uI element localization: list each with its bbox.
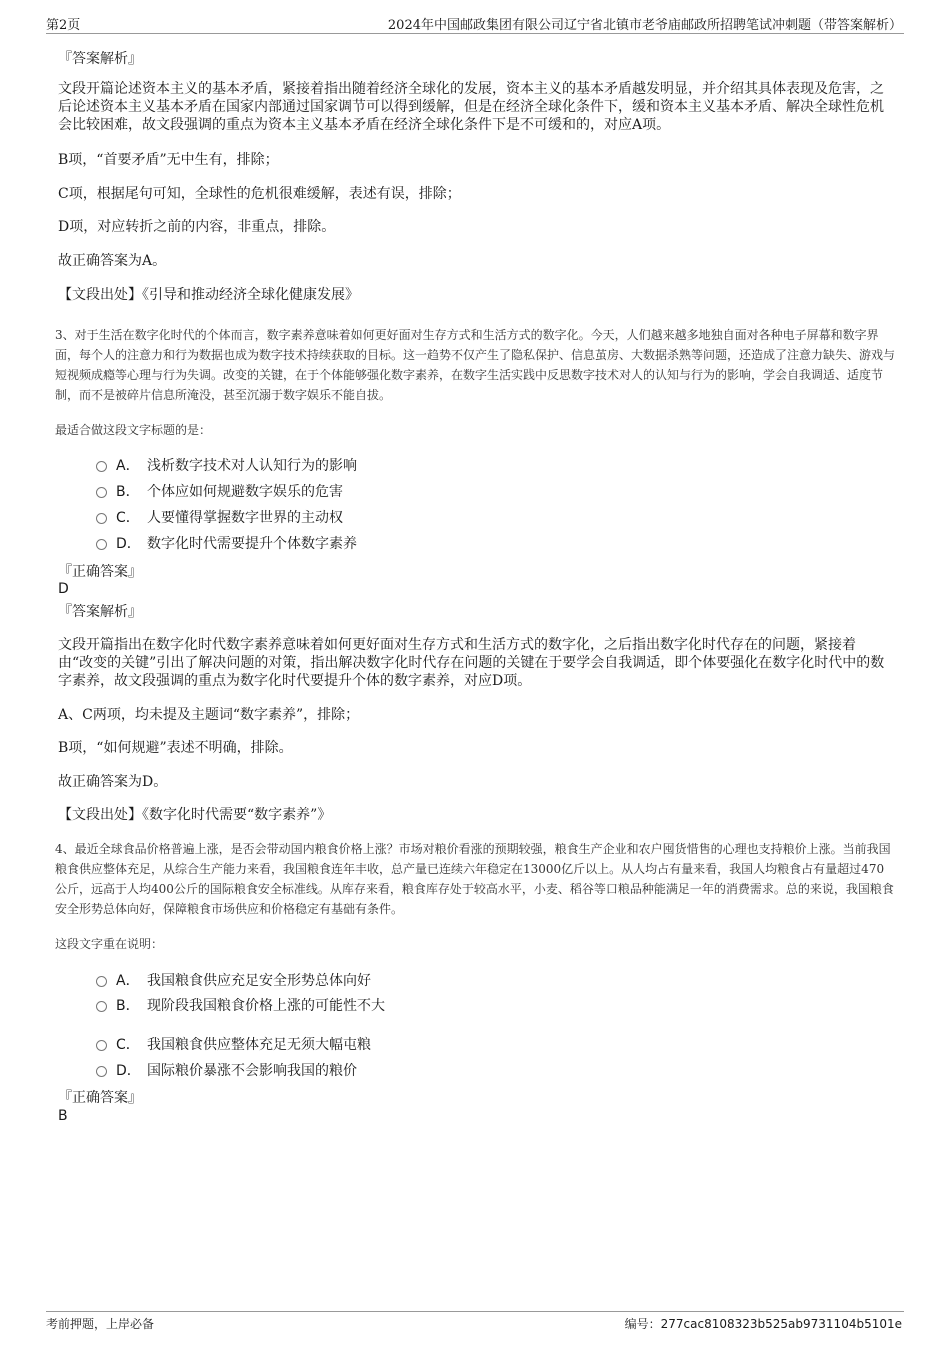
option-letter: D．	[116, 536, 141, 552]
question-4-option-b[interactable]	[96, 995, 385, 1015]
correct-answer-label: 『正确答案』	[58, 564, 142, 580]
page-number: 第2页	[46, 18, 81, 33]
analysis-option-c: C项，根据尾句可知，全球性的危机很难缓解，表述有误，排除；	[58, 186, 461, 202]
option-text: 我国粮食供应充足安全形势总体向好	[147, 973, 371, 989]
option-letter: B．	[116, 998, 140, 1014]
option-text: 国际粮价暴涨不会影响我国的粮价	[147, 1063, 357, 1079]
radio-icon[interactable]	[96, 1040, 107, 1051]
analysis-option-b: B项，“首要矛盾”无中生有，排除；	[58, 152, 279, 168]
analysis-conclusion: 故正确答案为A。	[58, 253, 167, 269]
radio-icon[interactable]	[96, 1066, 107, 1077]
correct-answer: B	[58, 1108, 68, 1124]
analysis-option-ac: A、C两项，均未提及主题词“数字素养”，排除；	[58, 707, 360, 723]
radio-icon[interactable]	[96, 487, 107, 498]
document-title: 2024年中国邮政集团有限公司辽宁省北镇市老爷庙邮政所招聘笔试冲刺题（带答案解析）	[387, 18, 902, 33]
question-4-prompt: 这段文字重在说明：	[55, 937, 164, 951]
analysis-option-b: B项，“如何规避”表述不明确，排除。	[58, 740, 293, 756]
code-label: 编号：	[624, 1317, 661, 1331]
option-text: 我国粮食供应整体充足无须大幅屯粮	[147, 1037, 371, 1053]
question-3-option-d[interactable]	[96, 533, 357, 553]
radio-icon[interactable]	[96, 513, 107, 524]
option-text: 现阶段我国粮食价格上涨的可能性不大	[147, 998, 385, 1014]
source-note: 【文段出处】《数字化时代需要“数字素养”》	[58, 807, 332, 823]
header-divider	[46, 33, 904, 34]
option-text: 数字化时代需要提升个体数字素养	[147, 536, 357, 552]
radio-icon[interactable]	[96, 539, 107, 550]
radio-icon[interactable]	[96, 461, 107, 472]
option-letter: D．	[116, 1063, 141, 1079]
question-3-prompt: 最适合做这段文字标题的是：	[55, 423, 212, 437]
option-letter: C．	[116, 510, 140, 526]
option-letter: A．	[116, 458, 140, 474]
option-text: 浅析数字技术对人认知行为的影响	[147, 458, 357, 474]
source-note: 【文段出处】《引导和推动经济全球化健康发展》	[58, 287, 359, 303]
radio-icon[interactable]	[96, 1001, 107, 1012]
correct-answer: D	[58, 581, 69, 597]
option-text: 人要懂得掌握数字世界的主动权	[147, 510, 343, 526]
option-letter: C．	[116, 1037, 140, 1053]
analysis-option-d: D项，对应转折之前的内容，非重点，排除。	[58, 219, 336, 235]
question-3-option-c[interactable]	[96, 507, 343, 527]
radio-icon[interactable]	[96, 976, 107, 987]
question-3-option-a[interactable]	[96, 455, 357, 475]
option-text: 个体应如何规避数字娱乐的危害	[147, 484, 343, 500]
analysis-text: 文段开篇论述资本主义的基本矛盾，紧接着指出随着经济全球化的发展，资本主义的基本矛盾越发明显，并介绍其具体表现及危害，之后论述资本主义基本矛盾在国家内部通过国家调节可以得到缓解，但是在经济全球化条件下，缓和资本主义基本矛盾、解决全球性危机会比较困难，故文段强调的重点为资本主义基本矛盾在经济全球化条件下是不可缓和的，对应A项。	[58, 81, 884, 133]
document-code	[625, 1315, 902, 1332]
correct-answer-label: 『正确答案』	[58, 1090, 142, 1106]
question-4-option-c[interactable]	[96, 1034, 371, 1054]
question-4-option-d[interactable]	[96, 1060, 357, 1080]
option-letter: B．	[116, 484, 140, 500]
analysis-conclusion: 故正确答案为D。	[58, 774, 168, 790]
analysis-text: 文段开篇指出在数字化时代数字素养意味着如何更好面对生存方式和生活方式的数字化，之后指出数字化时代存在的问题，紧接着由“改变的关键”引出了解决问题的对策，指出解决数字化时代存在问题的关键在于要学会自我调适，即个体要强化在数字化时代中的数字素养，故文段强调的重点为数字化时代要提升个体的数字素养，对应D项。	[58, 637, 885, 689]
question-3-stem: 3、对于生活在数字化时代的个体而言，数字素养意味着如何更好面对生存方式和生活方式的数字化。今天，人们越来越多地独自面对各种电子屏幕和数字界面，每个人的注意力和行为数据也成为数字技术持续获取的目标。这一趋势不仅产生了隐私保护、信息茧房、大数据杀熟等问题，还造成了注意力缺失、游戏与短视频成瘾等心理与行为失调。改变的关键，在于个体能够强化数字素养，在数字生活实践中反思数字技术对人的认知与行为的影响，学会自我调适、适度节制，而不是被碎片信息所淹没，甚至沉溺于数字娱乐不能自拔。	[55, 328, 896, 402]
analysis-label: 『答案解析』	[58, 604, 142, 620]
analysis-label: 『答案解析』	[58, 51, 142, 67]
question-4-stem: 4、最近全球食品价格普遍上涨，是否会带动国内粮食价格上涨？市场对粮价看涨的预期较强，粮食生产企业和农户囤货惜售的心理也支持粮价上涨。当前我国粮食供应整体充足，从综合生产能力来看，我国粮食连年丰收，总产量已连续六年稳定在13000亿斤以上。从人均占有量来看，我国人均粮食占有量超过470公斤，远高于人均400公斤的国际粮食安全标准线。从库存来看，粮食库存处于较高水平，小麦、稻谷等口粮品种能满足一年的消费需求。总的来说，我国粮食安全形势总体向好，保障粮食市场供应和价格稳定有基础有条件。	[55, 842, 894, 916]
question-4-option-a[interactable]	[96, 970, 371, 990]
code-value: 277cac8108323b525ab9731104b5101e	[660, 1317, 902, 1331]
option-letter: A．	[116, 973, 140, 989]
question-3-option-b[interactable]	[96, 481, 343, 501]
footer-slogan: 考前押题，上岸必备	[46, 1317, 155, 1331]
footer-divider	[46, 1311, 904, 1312]
